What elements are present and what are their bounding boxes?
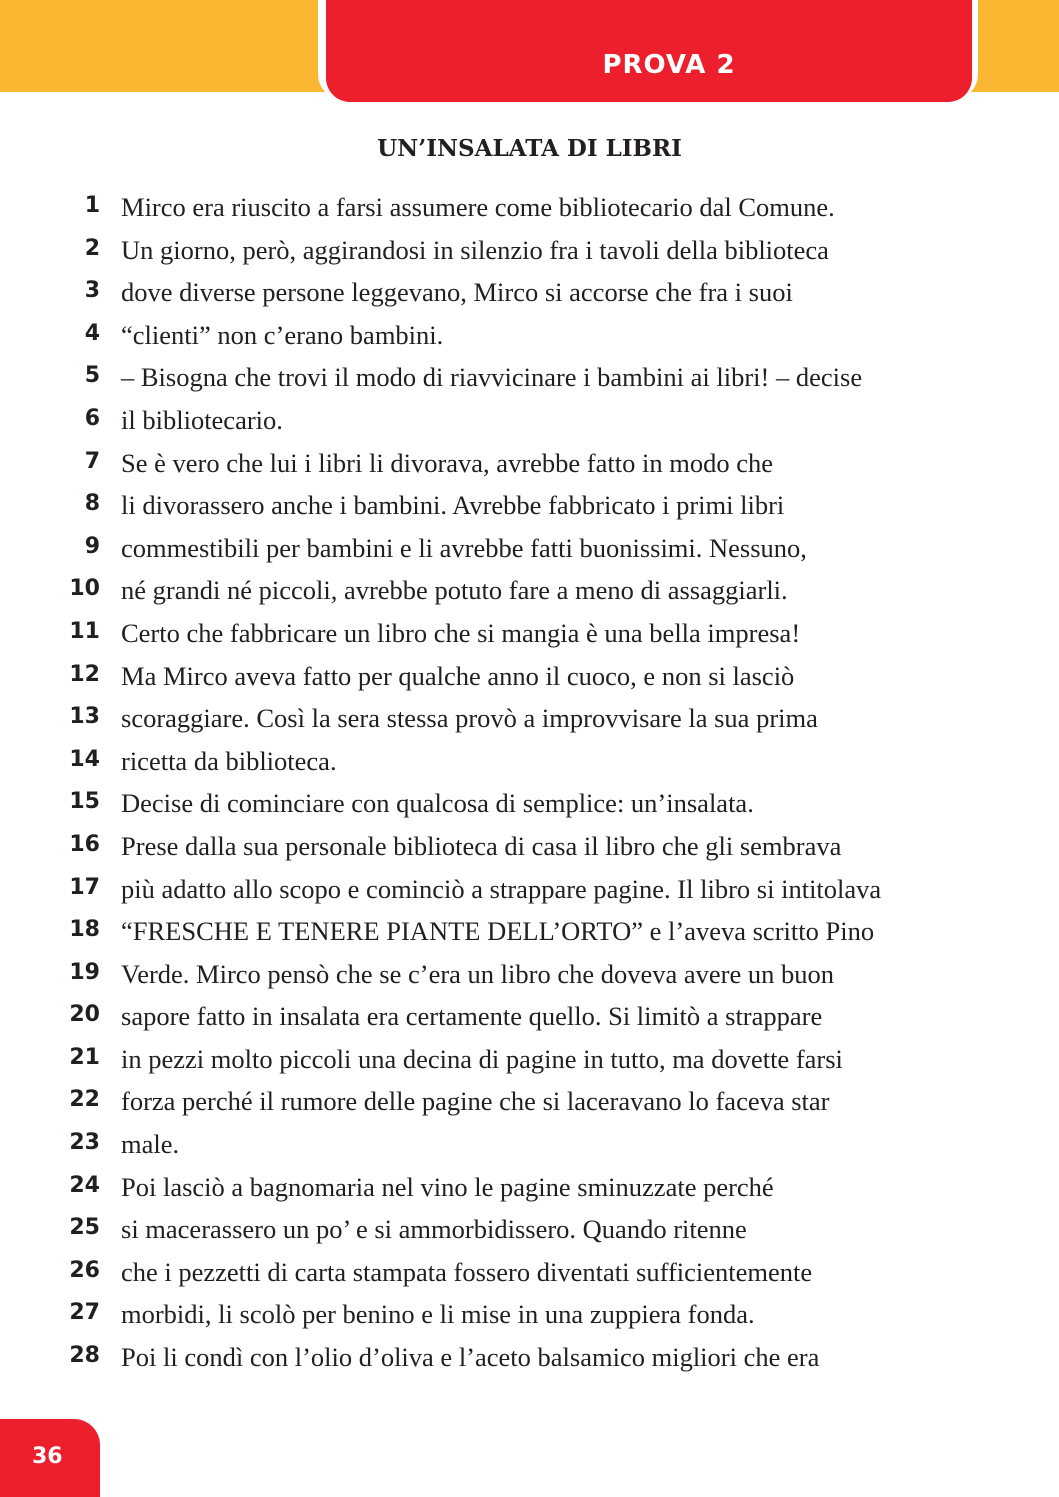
- text-line: [0, 998, 1059, 1041]
- text-line: [0, 785, 1059, 828]
- line-text: morbidi, li scolò per benino e li mise in una zuppiera fonda.: [121, 1299, 755, 1330]
- line-text: “clienti” non c’erano bambini.: [121, 319, 444, 350]
- text-line: [0, 871, 1059, 914]
- line-text: Poi lasciò a bagnomaria nel vino le pagine sminuzzate perché: [121, 1171, 774, 1202]
- text-line: [0, 359, 1059, 402]
- text-line: [0, 445, 1059, 488]
- line-number: 23: [69, 1130, 100, 1156]
- line-number: 22: [69, 1087, 100, 1113]
- line-number: 16: [69, 831, 100, 857]
- line-number: 3: [84, 278, 100, 304]
- text-line: [0, 274, 1059, 317]
- text-line: [0, 402, 1059, 445]
- section-label: PROVA 2: [602, 50, 736, 80]
- line-number: 2: [84, 235, 100, 261]
- line-text: forza perché il rumore delle pagine che si laceravano lo faceva star: [121, 1086, 830, 1117]
- line-number: 19: [69, 959, 100, 985]
- line-number: 25: [69, 1215, 100, 1241]
- text-line: [0, 189, 1059, 232]
- line-text: più adatto allo scopo e cominciò a strappare pagine. Il libro si intitolava: [121, 873, 882, 904]
- line-text: che i pezzetti di carta stampata fossero diventati sufficientemente: [121, 1256, 813, 1287]
- line-number: 5: [84, 363, 100, 389]
- line-number: 11: [69, 618, 100, 644]
- text-line: [0, 1041, 1059, 1084]
- text-line: [0, 232, 1059, 275]
- line-number: 4: [84, 320, 100, 346]
- line-text: né grandi né piccoli, avrebbe potuto fare a meno di assaggiarli.: [121, 575, 788, 606]
- line-number: 15: [69, 789, 100, 815]
- line-text: Mirco era riuscito a farsi assumere come bibliotecario dal Comune.: [121, 192, 835, 222]
- header-tab: [326, 0, 972, 102]
- line-number: 28: [69, 1343, 100, 1369]
- line-text: – Bisogna che trovi il modo di riavvicinare i bambini ai libri! – decise: [121, 362, 863, 393]
- text-line: [0, 700, 1059, 743]
- text-line: [0, 956, 1059, 999]
- line-text: in pezzi molto piccoli una decina di pagine in tutto, ma dovette farsi: [121, 1043, 843, 1074]
- text-line: [0, 615, 1059, 658]
- line-number: 14: [69, 746, 100, 772]
- line-text: Certo che fabbricare un libro che si mangia è una bella impresa!: [121, 617, 801, 648]
- line-text: il bibliotecario.: [121, 404, 283, 435]
- line-text: si macerassero un po’ e si ammorbidissero. Quando ritenne: [121, 1214, 747, 1245]
- text-line: [0, 317, 1059, 360]
- text-line: [0, 487, 1059, 530]
- line-text: “FRESCHE E TENERE PIANTE DELL’ORTO” e l’aveva scritto Pino: [121, 916, 875, 947]
- line-number: 27: [69, 1300, 100, 1326]
- line-number: 13: [69, 704, 100, 730]
- line-number: 18: [69, 917, 100, 943]
- page-number: 36: [32, 1444, 63, 1469]
- line-text: Verde. Mirco pensò che se c’era un libro che doveva avere un buon: [121, 958, 835, 989]
- line-number: 8: [84, 491, 100, 517]
- line-text: dove diverse persone leggevano, Mirco si accorse che fra i suoi: [121, 277, 793, 308]
- page-number-tab: [0, 1419, 100, 1497]
- line-number: 21: [69, 1044, 100, 1070]
- line-text: Decise di cominciare con qualcosa di semplice: un’insalata.: [121, 788, 754, 819]
- line-text: sapore fatto in insalata era certamente quello. Si limitò a strappare: [121, 1001, 823, 1032]
- line-text: ricetta da biblioteca.: [121, 745, 337, 776]
- text-line: [0, 828, 1059, 871]
- text-line: [0, 913, 1059, 956]
- line-text: male.: [121, 1129, 180, 1160]
- line-number: 20: [69, 1002, 100, 1028]
- text-line: [0, 658, 1059, 701]
- text-line: [0, 1169, 1059, 1212]
- text-line: [0, 1126, 1059, 1169]
- line-number: 12: [69, 661, 100, 687]
- line-text: Ma Mirco aveva fatto per qualche anno il cuoco, e non si lasciò: [121, 660, 795, 691]
- line-number: 7: [84, 448, 100, 474]
- line-text: li divorassero anche i bambini. Avrebbe fabbricato i primi libri: [121, 490, 785, 521]
- line-number: 10: [69, 576, 100, 602]
- line-text: Prese dalla sua personale biblioteca di casa il libro che gli sembrava: [121, 830, 842, 861]
- line-text: Se è vero che lui i libri li divorava, avrebbe fatto in modo che: [121, 447, 773, 478]
- line-number: 6: [84, 405, 100, 431]
- text-line: [0, 530, 1059, 573]
- line-text: scoraggiare. Così la sera stessa provò a improvvisare la sua prima: [121, 703, 818, 734]
- line-number: 17: [69, 874, 100, 900]
- text-line: [0, 1296, 1059, 1339]
- text-line: [0, 1254, 1059, 1297]
- text-line: [0, 1083, 1059, 1126]
- text-line: [0, 1339, 1059, 1382]
- line-number: 1: [84, 193, 100, 218]
- numbered-text: [0, 189, 1059, 1382]
- text-line: [0, 1211, 1059, 1254]
- text-line: [0, 743, 1059, 786]
- text-line: [0, 572, 1059, 615]
- page-title: UN’INSALATA DI LIBRI: [377, 135, 682, 162]
- line-text: Un giorno, però, aggirandosi in silenzio fra i tavoli della biblioteca: [121, 234, 829, 265]
- line-number: 9: [84, 533, 100, 559]
- line-text: commestibili per bambini e li avrebbe fatti buonissimi. Nessuno,: [121, 532, 807, 563]
- line-number: 26: [69, 1257, 100, 1283]
- line-number: 24: [69, 1172, 100, 1198]
- line-text: Poi li condì con l’olio d’oliva e l’aceto balsamico migliori che era: [121, 1342, 820, 1373]
